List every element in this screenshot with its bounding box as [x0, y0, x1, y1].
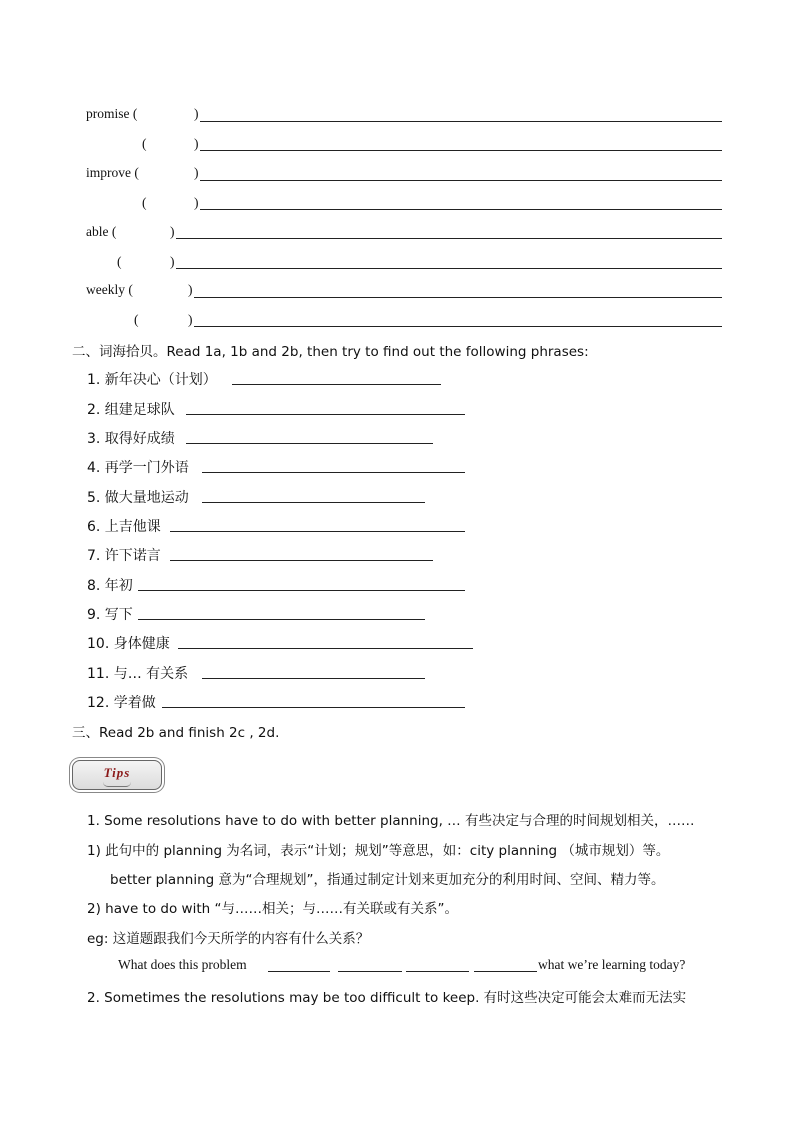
tip-line: 2) have to do with “与……相关；与……有关联或有关系”。	[87, 901, 458, 917]
phrase-item: 4. 再学一门外语	[87, 460, 189, 476]
answer-line[interactable]	[186, 414, 465, 415]
answer-line[interactable]	[200, 121, 722, 122]
word-row-label: promise (	[86, 106, 138, 121]
tips-badge	[72, 760, 162, 790]
example-blank[interactable]	[474, 971, 537, 972]
word-row-label: (	[117, 254, 122, 269]
phrase-item: 10. 身体健康	[87, 636, 170, 652]
answer-line[interactable]	[138, 590, 465, 591]
example-label: eg: 这道题跟我们今天所学的内容有什么关系？	[87, 931, 370, 947]
answer-line[interactable]	[170, 560, 433, 561]
word-row-label: able (	[86, 224, 117, 239]
tips-label: Tips	[103, 765, 131, 780]
answer-line[interactable]	[202, 678, 425, 679]
answer-line[interactable]	[176, 238, 722, 239]
word-row-close: )	[170, 224, 175, 239]
answer-line[interactable]	[138, 619, 425, 620]
example-blank[interactable]	[268, 971, 330, 972]
answer-line[interactable]	[162, 707, 465, 708]
answer-line[interactable]	[186, 443, 433, 444]
word-row-close: )	[188, 282, 193, 297]
answer-line[interactable]	[178, 648, 473, 649]
ornament-icon	[103, 782, 131, 787]
section-3-heading: 三、Read 2b and finish 2c , 2d.	[72, 725, 280, 741]
word-row-label: (	[134, 312, 139, 327]
answer-line[interactable]	[194, 297, 722, 298]
phrase-item: 1. 新年决心（计划）	[87, 372, 217, 388]
word-row-label: improve (	[86, 165, 139, 180]
answer-line[interactable]	[200, 150, 722, 151]
phrase-item: 11. 与… 有关系	[87, 666, 189, 682]
answer-line[interactable]	[202, 502, 425, 503]
phrase-item: 2. 组建足球队	[87, 402, 175, 418]
tip-line: better planning 意为“合理规划”，指通过制定计划来更加充分的利用时间、空间、精力等。	[110, 872, 665, 888]
answer-line[interactable]	[170, 531, 465, 532]
answer-line[interactable]	[200, 209, 722, 210]
word-row-close: )	[194, 106, 199, 121]
phrase-item: 9. 写下	[87, 607, 133, 623]
answer-line[interactable]	[202, 472, 465, 473]
section-2-heading: 二、词海拾贝。Read 1a, 1b and 2b, then try to find out the following phrases:	[72, 344, 589, 360]
phrase-item: 5. 做大量地运动	[87, 490, 189, 506]
word-row-close: )	[194, 195, 199, 210]
tip-line: 2. Sometimes the resolutions may be too difficult to keep. 有时这些决定可能会太难而无法实	[87, 990, 687, 1006]
tip-line: 1. Some resolutions have to do with better planning, … 有些决定与合理的时间规划相关，……	[87, 813, 695, 829]
phrase-item: 7. 许下诺言	[87, 548, 161, 564]
example-blank[interactable]	[406, 971, 469, 972]
example-sentence-end: what we’re learning today?	[538, 957, 686, 972]
tip-line: 1) 此句中的 planning 为名词，表示“计划；规划”等意思，如：city planning （城市规划）等。	[87, 843, 670, 859]
phrase-item: 12. 学着做	[87, 695, 156, 711]
answer-line[interactable]	[194, 326, 722, 327]
phrase-item: 6. 上吉他课	[87, 519, 161, 535]
word-row-label: weekly (	[86, 282, 133, 297]
word-row-close: )	[170, 254, 175, 269]
word-row-label: (	[142, 136, 147, 151]
answer-line[interactable]	[232, 384, 441, 385]
answer-line[interactable]	[200, 180, 722, 181]
word-row-close: )	[194, 136, 199, 151]
word-row-label: (	[142, 195, 147, 210]
word-row-close: )	[188, 312, 193, 327]
example-blank[interactable]	[338, 971, 402, 972]
phrase-item: 8. 年初	[87, 578, 133, 594]
answer-line[interactable]	[176, 268, 722, 269]
word-row-close: )	[194, 165, 199, 180]
example-sentence-start: What does this problem	[118, 957, 247, 972]
phrase-item: 3. 取得好成绩	[87, 431, 175, 447]
